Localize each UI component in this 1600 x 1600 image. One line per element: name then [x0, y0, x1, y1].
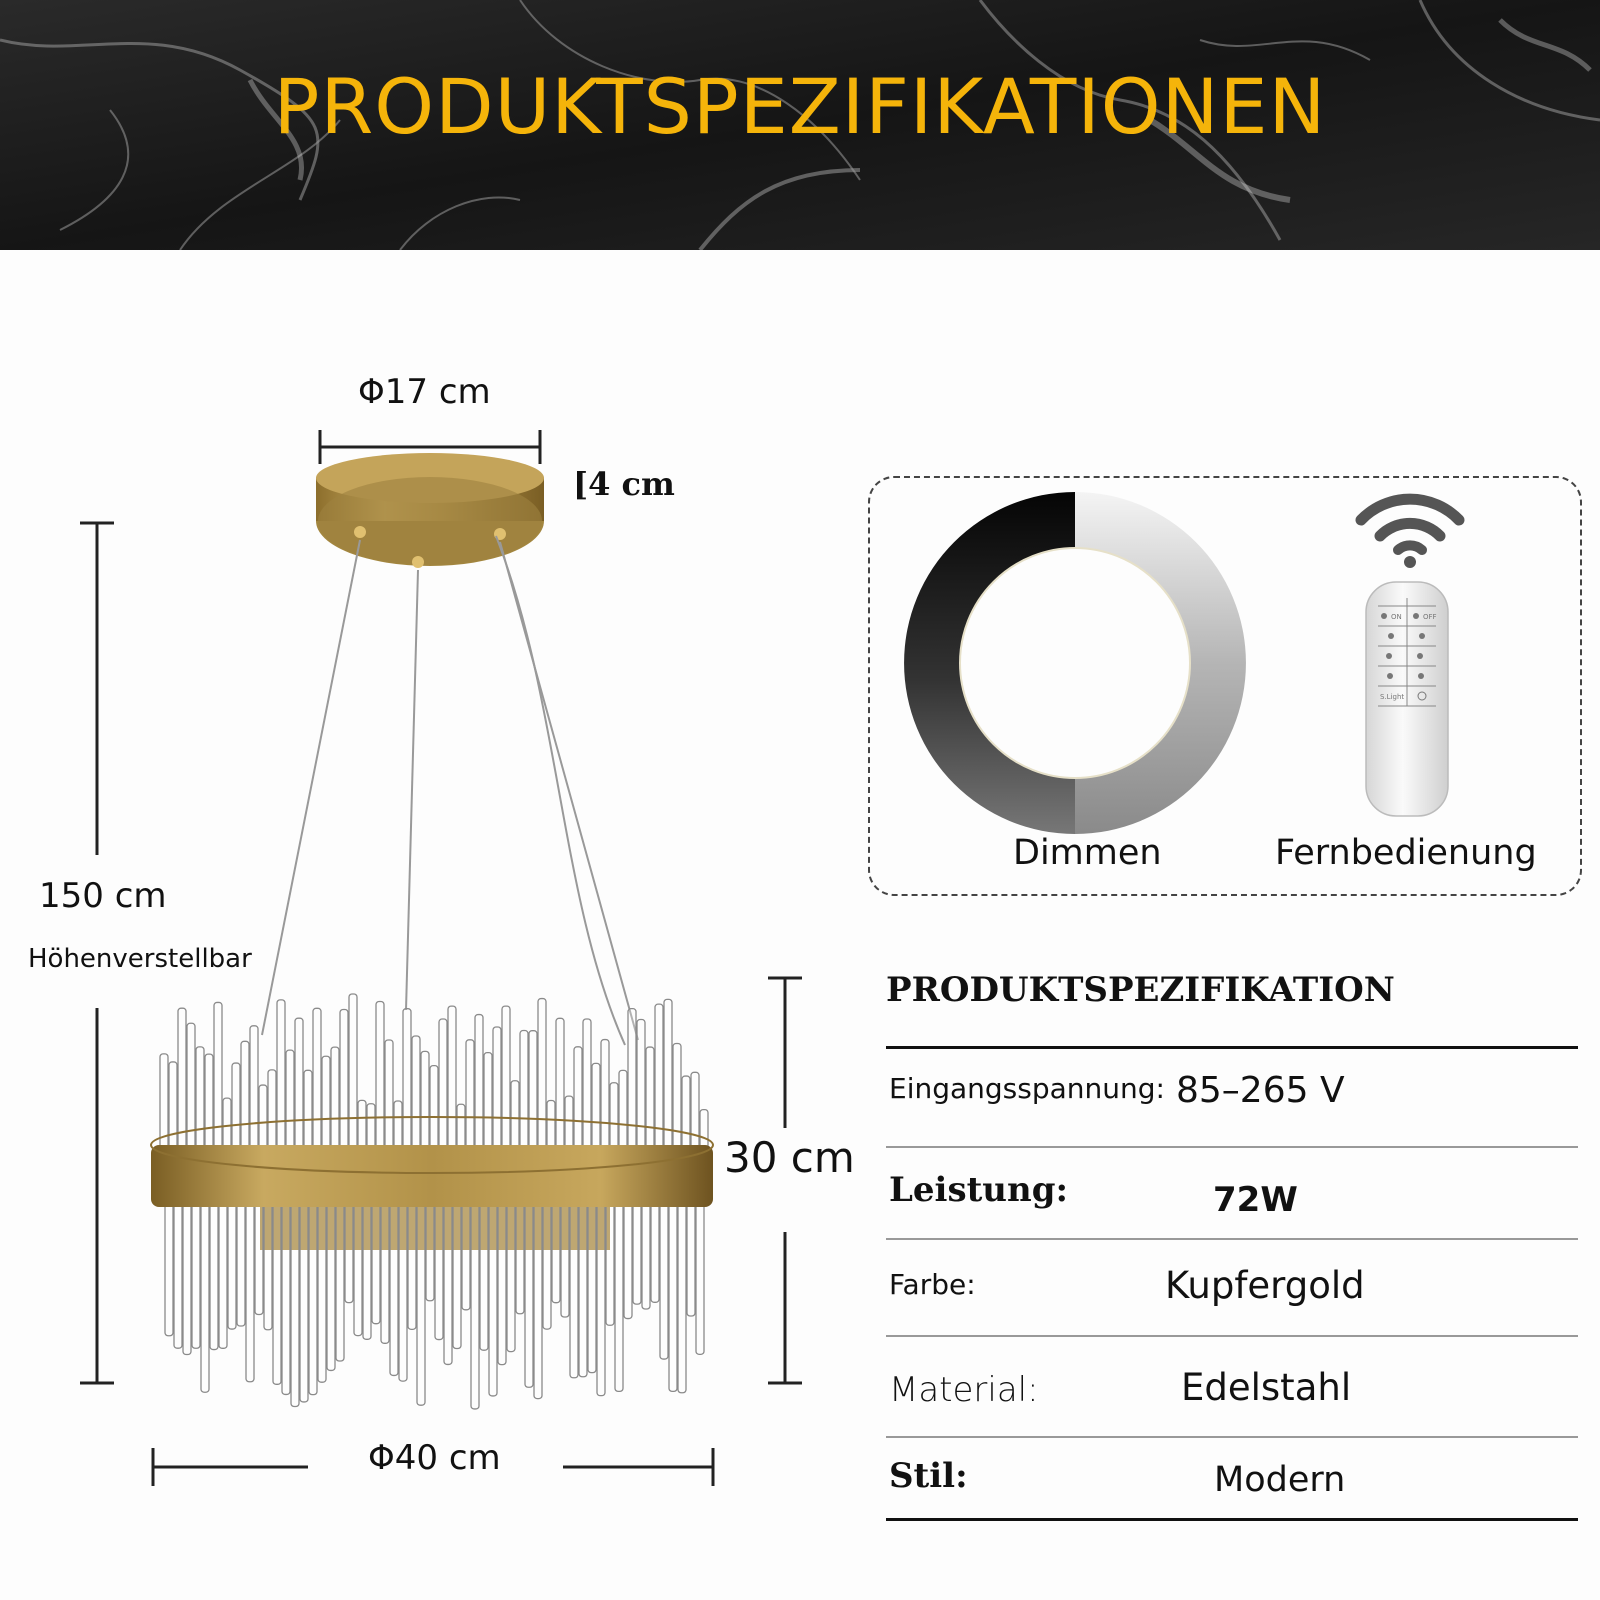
crystal-rod	[552, 1200, 560, 1303]
crystal-rod	[574, 1047, 582, 1150]
crystal-rod	[255, 1200, 263, 1315]
crystal-rod	[304, 1070, 312, 1150]
crystal-rod	[259, 1085, 267, 1150]
crystal-rod	[295, 1018, 303, 1150]
crystal-rod	[192, 1200, 200, 1348]
crystal-rod	[696, 1200, 704, 1354]
crystal-rods-upper	[160, 994, 708, 1150]
height-note: Höhenverstellbar	[28, 944, 252, 974]
remote-control-icon	[1364, 580, 1450, 818]
crystal-rod	[246, 1200, 254, 1382]
spec-label-style: Stil:	[889, 1456, 968, 1496]
crystal-rod	[601, 1040, 609, 1150]
crystal-rod	[642, 1200, 650, 1309]
crystal-rod	[367, 1104, 375, 1150]
crystal-rod	[597, 1200, 605, 1396]
crystal-rods-lower	[165, 1200, 704, 1409]
crystal-rod	[358, 1100, 366, 1150]
spec-divider-top	[886, 1046, 1578, 1049]
crystal-rod	[484, 1053, 492, 1150]
body-height-label: 30 cm	[724, 1133, 855, 1182]
crystal-rod	[489, 1200, 497, 1396]
crystal-rod	[273, 1200, 281, 1384]
crystal-rod	[516, 1200, 524, 1314]
crystal-rod	[345, 1200, 353, 1303]
spec-divider	[886, 1238, 1578, 1240]
crystal-rod	[349, 994, 357, 1150]
crystal-rod	[462, 1200, 470, 1310]
crystal-rod	[372, 1200, 380, 1324]
crystal-rod	[390, 1200, 398, 1375]
canopy	[316, 453, 544, 568]
spec-divider	[886, 1436, 1578, 1438]
crystal-rod	[286, 1050, 294, 1150]
crystal-rod	[592, 1063, 600, 1150]
crystal-rod	[363, 1200, 371, 1339]
crystal-rod	[570, 1200, 578, 1378]
crystal-rod	[520, 1031, 528, 1150]
crystal-rod	[340, 1009, 348, 1150]
crystal-rod	[619, 1070, 627, 1150]
crystal-rod	[430, 1066, 438, 1150]
crystal-rod	[588, 1200, 596, 1373]
crystal-rod	[538, 999, 546, 1150]
banner-title: PRODUKTSPEZIFIKATIONEN	[273, 62, 1327, 151]
spec-label-power: Leistung:	[889, 1170, 1069, 1210]
crystal-rod	[543, 1200, 551, 1329]
crystal-rod	[646, 1047, 654, 1150]
crystal-rod	[169, 1062, 177, 1150]
crystal-rod	[691, 1072, 699, 1150]
crystal-rod	[471, 1200, 479, 1409]
crystal-rod	[412, 1036, 420, 1150]
remote-slight-text: S.Light	[1380, 693, 1405, 701]
crystal-rod	[426, 1200, 434, 1301]
crystal-rod	[331, 1047, 339, 1150]
crystal-rod	[525, 1200, 533, 1387]
crystal-rod	[610, 1083, 618, 1150]
crystal-rod	[439, 1019, 447, 1150]
spec-value-material: Edelstahl	[1181, 1366, 1352, 1409]
spec-divider	[886, 1146, 1578, 1148]
crystal-rod	[453, 1200, 461, 1349]
crystal-rod	[354, 1200, 362, 1336]
crystal-rod	[165, 1200, 173, 1336]
spec-label-material: Material:	[889, 1370, 1039, 1410]
crystal-rod	[628, 1009, 636, 1150]
crystal-rod	[381, 1200, 389, 1343]
crystal-rod	[673, 1043, 681, 1150]
crystal-rod	[327, 1200, 335, 1370]
crystal-rod	[174, 1200, 182, 1348]
crystal-rod	[196, 1047, 204, 1150]
crystal-rod	[475, 1015, 483, 1150]
crystal-rod	[408, 1200, 416, 1329]
crystal-rod	[228, 1200, 236, 1329]
crystal-rod	[417, 1200, 425, 1405]
spec-value-color: Kupfergold	[1165, 1264, 1365, 1307]
crystal-rod	[435, 1200, 443, 1340]
crystal-rod	[223, 1098, 231, 1150]
crystal-rod	[313, 1008, 321, 1150]
crystal-rod	[403, 1009, 411, 1150]
crystal-rod	[444, 1200, 452, 1364]
crystal-rod	[651, 1200, 659, 1302]
crystal-rod	[466, 1040, 474, 1150]
spec-value-style: Modern	[1214, 1460, 1346, 1500]
crystal-rod	[664, 999, 672, 1150]
crystal-rod	[583, 1019, 591, 1150]
crystal-rod	[277, 1000, 285, 1150]
crystal-rod	[376, 1001, 384, 1150]
crystal-rod	[561, 1200, 569, 1317]
spec-value-voltage: 85–265 V	[1176, 1070, 1345, 1111]
spec-divider	[886, 1335, 1578, 1337]
dimming-icon	[900, 488, 1250, 838]
canopy-height-label: [4 cm	[573, 465, 675, 503]
crystal-rod	[448, 1006, 456, 1150]
suspension-wires	[262, 536, 638, 1045]
crystal-rod	[633, 1200, 641, 1304]
crystal-rod	[219, 1200, 227, 1348]
crystal-rod	[565, 1096, 573, 1150]
remote-on-text: ON	[1391, 613, 1402, 621]
crystal-rod	[237, 1200, 245, 1326]
crystal-rod	[264, 1200, 272, 1330]
crystal-rod	[282, 1200, 290, 1394]
crystal-rod	[205, 1054, 213, 1150]
crystal-rod	[183, 1200, 191, 1355]
crystal-rod	[291, 1200, 299, 1407]
crystal-rod	[682, 1076, 690, 1150]
crystal-rod	[498, 1200, 506, 1365]
spec-label-voltage: Eingangsspannung:	[889, 1072, 1165, 1105]
crystal-rod	[480, 1200, 488, 1350]
crystal-rod	[457, 1104, 465, 1150]
crystal-rod	[637, 1020, 645, 1150]
crystal-rod	[529, 1031, 537, 1150]
body-diameter-label: Φ40 cm	[368, 1438, 501, 1478]
spec-value-power: 72W	[1213, 1180, 1298, 1220]
crystal-rod	[250, 1026, 258, 1150]
crystal-rod	[309, 1200, 317, 1395]
dimming-label: Dimmen	[1013, 833, 1162, 873]
crystal-rod	[547, 1100, 555, 1150]
remote-off-text: OFF	[1423, 613, 1437, 621]
crystal-rod	[660, 1200, 668, 1359]
crystal-rod	[579, 1200, 587, 1377]
crystal-rod	[669, 1200, 677, 1391]
crystal-rod	[178, 1008, 186, 1150]
crystal-rod	[511, 1081, 519, 1150]
crystal-rod	[385, 1040, 393, 1150]
crystal-rod	[687, 1200, 695, 1316]
crystal-rod	[502, 1006, 510, 1150]
spec-label-color: Farbe:	[889, 1268, 976, 1301]
crystal-rod	[322, 1056, 330, 1150]
crystal-rod	[268, 1070, 276, 1150]
crystal-rod	[300, 1200, 308, 1402]
crystal-rod	[556, 1018, 564, 1150]
spec-heading: PRODUKTSPEZIFIKATION	[886, 970, 1395, 1010]
canopy-diameter-label: Φ17 cm	[358, 372, 491, 412]
crystal-rod	[201, 1200, 209, 1392]
crystal-rod	[318, 1200, 326, 1382]
crystal-rod	[241, 1041, 249, 1150]
crystal-rod	[399, 1200, 407, 1381]
spec-divider-bottom	[886, 1518, 1578, 1521]
crystal-rod	[493, 1027, 501, 1150]
crystal-rod	[210, 1200, 218, 1350]
crystal-rod	[678, 1200, 686, 1393]
crystal-rod	[700, 1110, 708, 1150]
crystal-rod	[624, 1200, 632, 1319]
crystal-rod	[534, 1200, 542, 1399]
crystal-rod	[507, 1200, 515, 1352]
crystal-rod	[394, 1101, 402, 1150]
crystal-rod	[421, 1051, 429, 1150]
total-height-label: 150 cm	[39, 876, 167, 916]
wifi-icon	[1355, 488, 1465, 568]
remote-label: Fernbedienung	[1275, 833, 1537, 873]
crystal-rod	[232, 1063, 240, 1150]
crystal-rod	[606, 1200, 614, 1325]
crystal-rod	[336, 1200, 344, 1361]
crystal-rod	[615, 1200, 623, 1391]
